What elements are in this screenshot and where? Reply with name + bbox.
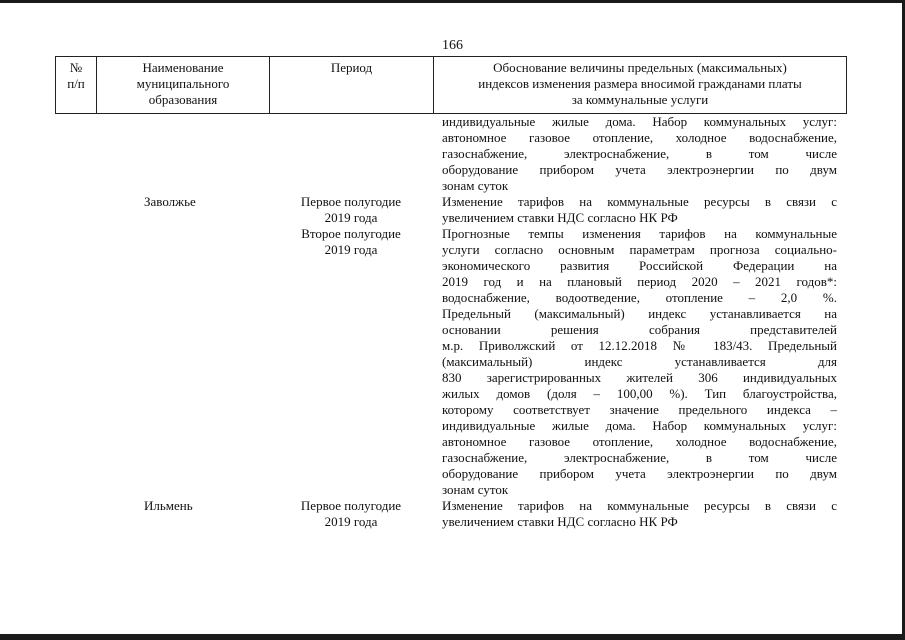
cell-municipality: Ильмень bbox=[144, 498, 193, 513]
justification-line: увеличением ставки НДС согласно НК РФ bbox=[442, 210, 678, 225]
justification-line: услуги согласно основным параметрам прогноза социально- bbox=[442, 242, 837, 257]
justification-line: жилых домов (доля – 100,00 %). Тип благоустройства, bbox=[442, 386, 837, 401]
justification-line: Изменение тарифов на коммунальные ресурсы в связи с bbox=[442, 194, 837, 209]
justification-line: индивидуальные жилые дома. Набор коммунальных услуг: bbox=[442, 418, 837, 433]
cell-num bbox=[55, 194, 96, 226]
cell-justification bbox=[433, 194, 847, 226]
justification-line: 830 зарегистрированных жителей 306 индивидуальных bbox=[442, 370, 837, 385]
header-num: № п/п bbox=[55, 57, 96, 113]
table-body bbox=[55, 114, 847, 530]
cell-municipality bbox=[96, 114, 269, 194]
period-text: Первое полугодие 2019 года bbox=[300, 498, 402, 529]
justification-line: Прогнозные темпы изменения тарифов на коммунальные bbox=[442, 226, 837, 241]
scan-edge-bottom bbox=[0, 634, 905, 640]
cell-period bbox=[269, 226, 433, 498]
header-name: Наименование муниципального образования bbox=[96, 57, 269, 113]
justification-line: м.р. Приволжский от 12.12.2018 № 183/43. Предельный bbox=[442, 338, 837, 353]
cell-justification bbox=[433, 226, 847, 498]
table-row bbox=[55, 226, 847, 498]
page-number: 166 bbox=[442, 38, 463, 53]
justification-line: газоснабжение, электроснабжение, в том числе bbox=[442, 146, 837, 161]
table-row bbox=[55, 194, 847, 226]
justification-line: зонам суток bbox=[442, 482, 509, 497]
scan-edge-top bbox=[0, 0, 905, 3]
tariff-table bbox=[55, 56, 847, 530]
justification-line: водоснабжение, водоотведение, отопление – 2,0 %. bbox=[442, 290, 837, 305]
cell-justification bbox=[433, 498, 847, 530]
header-justification: Обоснование величины предельных (максимальных) индексов изменения размера вносимой гражданами платы за коммунальные услуги bbox=[433, 57, 847, 113]
cell-period bbox=[269, 114, 433, 194]
period-text: Второе полугодие 2019 года bbox=[301, 226, 401, 257]
justification-line: газоснабжение, электроснабжение, в том числе bbox=[442, 450, 837, 465]
table-row bbox=[55, 114, 847, 194]
justification-line: которому соответствует значение предельного индекса – bbox=[442, 402, 837, 417]
justification-line: оборудование прибором учета электроэнергии по двум bbox=[442, 162, 837, 177]
justification-line: Изменение тарифов на коммунальные ресурсы в связи с bbox=[442, 498, 837, 513]
justification-line: увеличением ставки НДС согласно НК РФ bbox=[442, 514, 678, 529]
justification-line: зонам суток bbox=[442, 178, 509, 193]
period-text: Первое полугодие 2019 года bbox=[300, 194, 402, 225]
cell-municipality: Заволжье bbox=[144, 194, 196, 209]
justification-line: оборудование прибором учета электроэнергии по двум bbox=[442, 466, 837, 481]
justification-line: 2019 год и на плановый период 2020 – 2021 годов*: bbox=[442, 274, 837, 289]
justification-line: (максимальный) индекс устанавливается для bbox=[442, 354, 837, 369]
header-period: Период bbox=[269, 57, 433, 113]
cell-municipality bbox=[96, 226, 269, 498]
justification-line: Предельный (максимальный) индекс устанавливается на bbox=[442, 306, 837, 321]
table-row bbox=[55, 498, 847, 530]
cell-num bbox=[55, 226, 96, 498]
table-header bbox=[55, 56, 847, 114]
justification-line: основании решения собрания представителей bbox=[442, 322, 837, 337]
justification-line: автономное газовое отопление, холодное водоснабжение, bbox=[442, 130, 837, 145]
cell-justification bbox=[433, 114, 847, 194]
cell-period bbox=[269, 498, 433, 530]
cell-num bbox=[55, 498, 96, 530]
justification-line: экономического развития Российской Федерации на bbox=[442, 258, 837, 273]
cell-period bbox=[269, 194, 433, 226]
cell-num bbox=[55, 114, 96, 194]
justification-line: индивидуальные жилые дома. Набор коммунальных услуг: bbox=[442, 114, 837, 129]
justification-line: автономное газовое отопление, холодное водоснабжение, bbox=[442, 434, 837, 449]
